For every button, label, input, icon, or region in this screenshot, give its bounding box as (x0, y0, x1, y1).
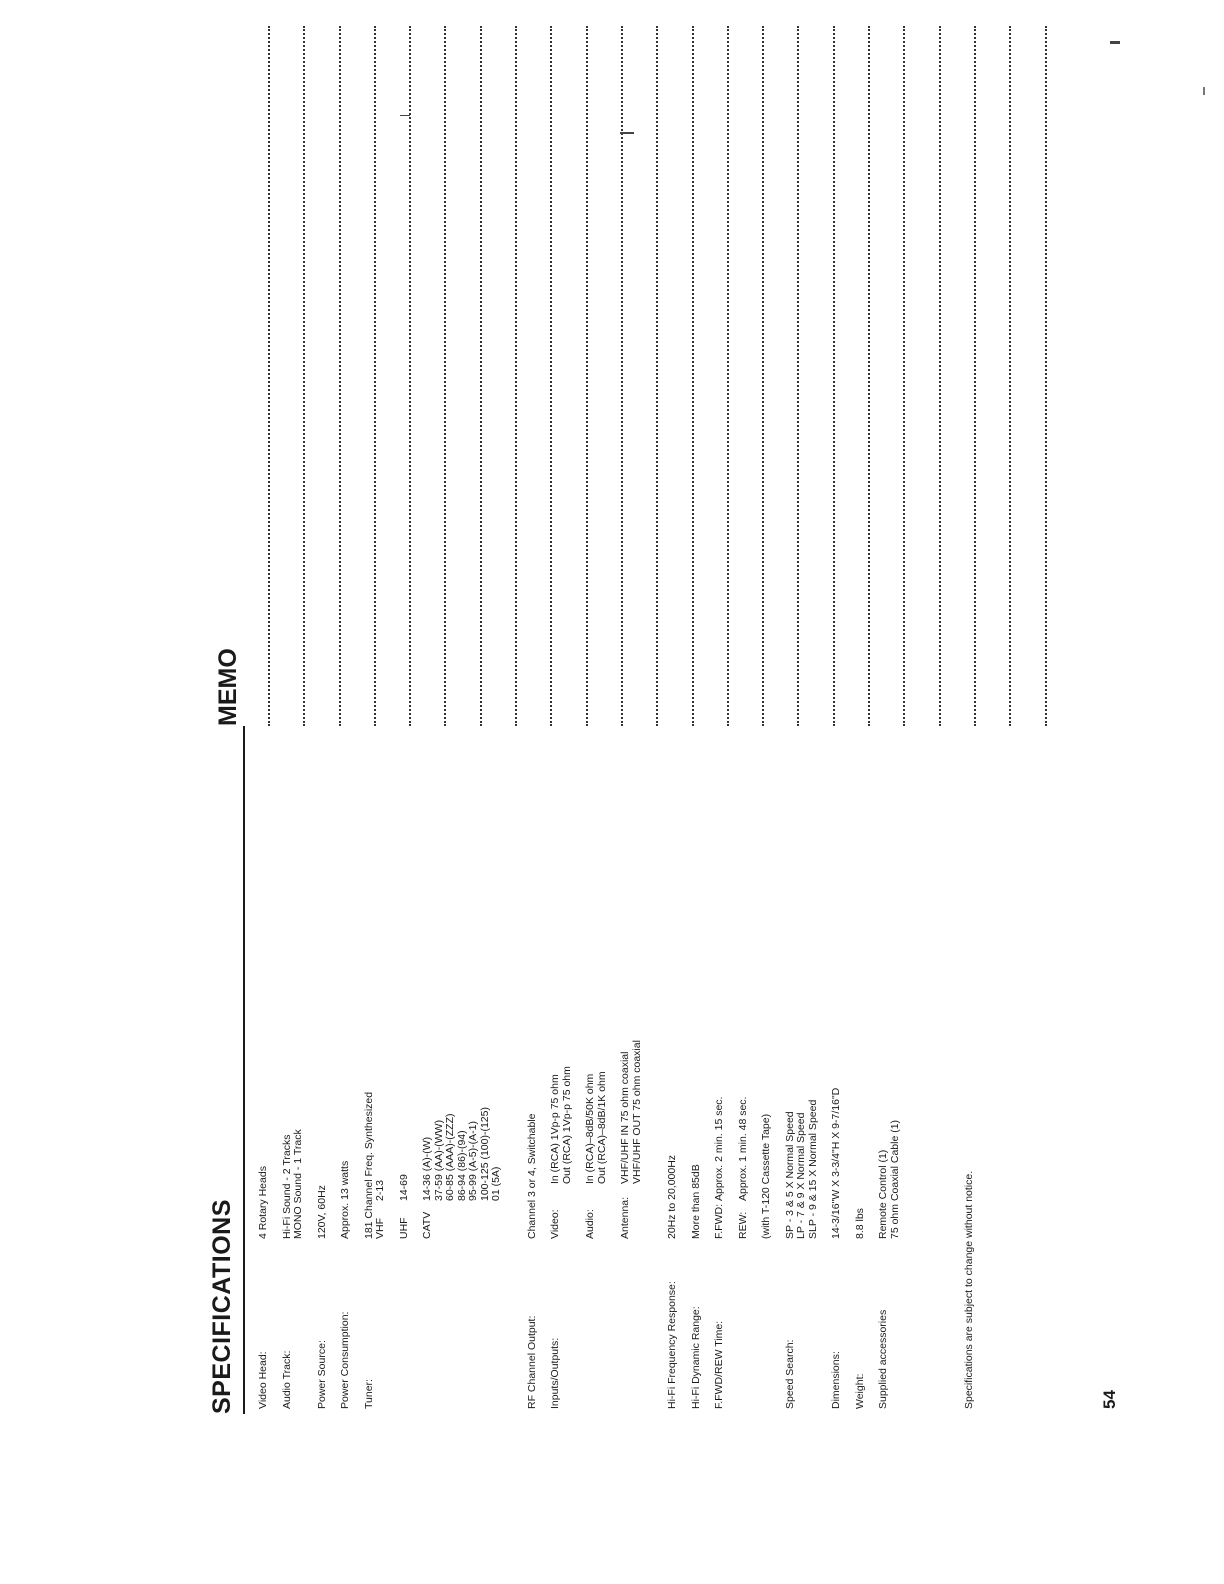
spec-row-video-head (258, 719, 282, 1409)
spec-value: 8.8 lbs (853, 1208, 866, 1239)
tuner-band-key: VHF (374, 1218, 386, 1239)
ffwd-value: Approx. 2 min. 15 sec. (713, 1096, 725, 1201)
spec-row-power-consumption (340, 719, 364, 1409)
spec-value (878, 719, 913, 1239)
memo-line (409, 26, 411, 726)
memo-line (621, 26, 623, 726)
spec-row-inputs-outputs (550, 719, 667, 1409)
spec-label: Inputs/Outputs: (549, 1337, 561, 1409)
spec-label: Power Consumption: (339, 1311, 351, 1409)
spec-value (714, 719, 785, 1239)
memo-line (656, 26, 658, 726)
memo-line (444, 26, 446, 726)
io-value (620, 1040, 655, 1184)
memo-line (692, 26, 694, 726)
io-value (585, 1040, 620, 1184)
spec-row-ffwd-rew (714, 719, 785, 1409)
spec-row-tuner (364, 719, 527, 1409)
scan-artifact (400, 115, 410, 116)
io-line: In (RCA)–8dB/50K ohm (584, 1073, 596, 1184)
io-value (550, 1040, 585, 1184)
io-table (550, 1040, 655, 1239)
memo-line (303, 26, 305, 726)
memo-line (480, 26, 482, 726)
spec-value: Channel 3 or 4, Switchable (525, 1113, 538, 1239)
spec-value: 120V, 60Hz (315, 1185, 328, 1239)
specifications-footnote: Specifications are subject to change without notice. (963, 1170, 975, 1409)
tuner-header: 181 Channel Freq. Synthesized (362, 1091, 375, 1239)
io-key: Video: (549, 1209, 561, 1239)
rew-key: REW: (736, 1211, 749, 1239)
ffwd-rew-table (714, 1097, 761, 1239)
speed-line: LP - 7 & 9 X Normal Speed (795, 1112, 807, 1239)
speed-line: SLP - 9 & 15 X Normal Speed (806, 1099, 819, 1239)
memo-line (974, 26, 976, 726)
memo-line (1045, 26, 1047, 726)
memo-line (586, 26, 588, 726)
catv-range: 100-125 (100)-(125) (478, 1107, 491, 1201)
spec-label: Supplied accessories (877, 1309, 889, 1409)
accessory-line: Remote Control (1) (877, 1149, 889, 1239)
spec-value: Approx. 13 watts (339, 1160, 351, 1239)
spec-row-power-source (317, 719, 341, 1409)
spec-label: Power Source: (315, 1340, 328, 1409)
spec-value-line: MONO Sound - 1 Track (292, 1129, 304, 1239)
tuner-bands (375, 1107, 515, 1239)
catv-range: 95-99 (A-5)-(A-1) (467, 1121, 479, 1201)
memo-line (939, 26, 941, 726)
rew-value: Approx. 1 min. 48 sec. (736, 1096, 749, 1201)
tuner-band-key: CATV (421, 1211, 433, 1239)
memo-line (550, 26, 552, 726)
specifications-rule (243, 726, 245, 1414)
spec-row-rf-output (527, 719, 551, 1409)
io-line: VHF/UHF OUT 75 ohm coaxial (630, 1040, 643, 1184)
accessory-line: 75 ohm Coaxial Cable (1) (888, 1119, 901, 1239)
catv-range: 86-94 (86)-(94) (455, 1130, 468, 1201)
tuner-band-value: 2-13 (374, 1179, 386, 1201)
spec-row-hifi-frequency (667, 719, 691, 1409)
memo-line (374, 26, 376, 726)
io-line: VHF/UHF IN 75 ohm coaxial (619, 1051, 631, 1184)
scan-artifact (1203, 87, 1205, 95)
catv-range: 01 (5A) (490, 1166, 502, 1201)
memo-line (1009, 26, 1011, 726)
page-number: 54 (1100, 1390, 1119, 1409)
spec-row-hifi-dynamic (691, 719, 715, 1409)
spec-label: Audio Track: (280, 1350, 293, 1409)
memo-lines (268, 26, 1080, 726)
spec-label: Weight: (853, 1373, 866, 1409)
specifications-table (258, 719, 913, 1409)
spec-value: 20Hz to 20,000Hz (666, 1154, 678, 1239)
io-line: Out (RCA)–8dB/1K ohm (595, 1071, 608, 1184)
memo-title: MEMO (214, 648, 242, 726)
catv-range: 60-85 (AAA)-(ZZZ) (444, 1113, 456, 1201)
memo-line (903, 26, 905, 726)
spec-value (364, 719, 527, 1239)
ffwd-rew-note: (with T-120 Cassette Tape) (760, 1113, 772, 1239)
tuner-band-value: 14-69 (397, 1174, 410, 1201)
spec-label: Hi-Fi Frequency Response: (666, 1281, 678, 1409)
memo-line (339, 26, 341, 726)
catv-range: 37-59 (AA)-(WW) (432, 1119, 445, 1201)
io-line: In (RCA) 1Vp-p 75 ohm (549, 1074, 561, 1184)
spec-value-line: Hi-Fi Sound - 2 Tracks (280, 1134, 293, 1239)
spec-row-accessories (878, 719, 913, 1409)
spec-label: Speed Search: (783, 1339, 796, 1409)
spec-label: Video Head: (257, 1351, 269, 1409)
spec-value (550, 719, 667, 1239)
spec-value (282, 719, 317, 1239)
spec-value: 4 Rotary Heads (257, 1166, 269, 1239)
tuner-band-key: UHF (397, 1217, 410, 1239)
tuner-band-value (422, 1107, 515, 1201)
spec-row-dimensions (831, 719, 855, 1409)
scan-artifact (620, 132, 634, 134)
speed-line: SP - 3 & 5 X Normal Speed (783, 1111, 796, 1239)
spec-label: Tuner: (362, 1379, 375, 1409)
scan-artifact (1110, 41, 1120, 44)
memo-line (727, 26, 729, 726)
catv-range: 14-36 (A)-(W) (421, 1136, 433, 1201)
spec-label: RF Channel Output: (525, 1315, 538, 1409)
io-line: Out (RCA) 1Vp-p 75 ohm (560, 1066, 573, 1184)
spec-value: 14-3/16"W X 3-3/4"H X 9-7/16"D (830, 1087, 842, 1239)
spec-row-weight (855, 719, 879, 1409)
spec-row-audio-track (282, 719, 317, 1409)
memo-line (833, 26, 835, 726)
memo-line (268, 26, 270, 726)
io-key: Antenna: (619, 1196, 631, 1239)
memo-line (797, 26, 799, 726)
memo-line (762, 26, 764, 726)
memo-line (515, 26, 517, 726)
spec-row-speed-search (785, 719, 832, 1409)
spec-label: Hi-Fi Dynamic Range: (689, 1306, 702, 1409)
specifications-title: SPECIFICATIONS (208, 1199, 236, 1414)
spec-label: F.FWD/REW Time: (713, 1320, 725, 1409)
memo-line (868, 26, 870, 726)
spec-value (785, 719, 832, 1239)
io-key: Audio: (584, 1209, 596, 1239)
ffwd-key: F.FWD: (713, 1204, 725, 1239)
spec-label: Dimensions: (830, 1351, 842, 1409)
spec-value: More than 85dB (689, 1164, 702, 1239)
